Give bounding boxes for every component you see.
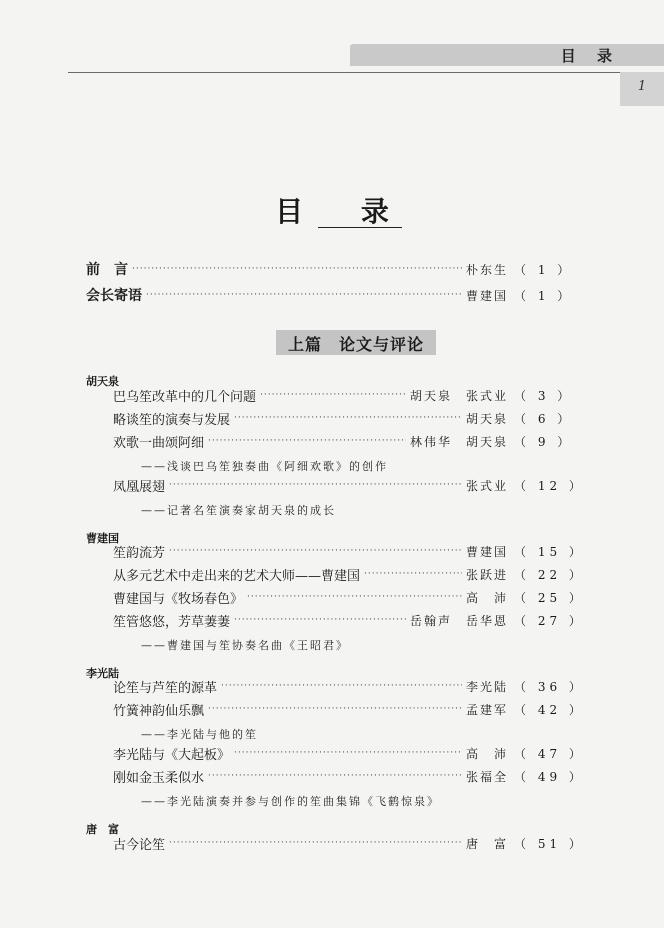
toc-entry[interactable]: [113, 407, 610, 429]
leader-dots: [169, 836, 462, 850]
header-tab: [350, 44, 664, 66]
header-label: 目 录: [560, 47, 620, 65]
entry-page: （ 51 ）: [514, 836, 585, 851]
entry-page: （ 47 ）: [514, 746, 585, 761]
entry-title: 论笙与芦笙的源革: [113, 680, 218, 696]
entry-page: （ 6 ）: [514, 411, 574, 426]
entry-page: （ 9 ）: [514, 434, 574, 449]
author-group-heading: 胡天泉: [86, 375, 119, 388]
entry-page: （ 3 ）: [514, 388, 574, 403]
entry-page: （ 49 ）: [514, 769, 585, 784]
entry-title: 笙韵流芳: [113, 545, 166, 561]
entry-title: 竹簧神韵仙乐飘: [113, 703, 205, 719]
toc-entry-president-message[interactable]: [86, 284, 610, 306]
leader-dots: [364, 567, 462, 581]
author-group-heading: 唐 富: [86, 823, 119, 836]
leader-dots: [260, 388, 406, 402]
entry-title: 刚如金玉柔似水: [113, 770, 205, 786]
leader-dots: [247, 590, 462, 604]
entry-page: （ 42 ）: [514, 702, 585, 717]
toc-entry[interactable]: [113, 742, 610, 764]
entry-title: 略谈笙的演奏与发展: [113, 412, 231, 428]
entry-page: （ 1 ）: [514, 288, 574, 303]
toc-entry[interactable]: [113, 540, 610, 562]
toc-entry[interactable]: [113, 765, 610, 787]
entry-title: 曹建国与《牧场春色》: [113, 591, 244, 607]
toc-entry[interactable]: [113, 586, 610, 608]
entry-author: 曹建国: [465, 544, 508, 559]
toc-entry-preface[interactable]: [86, 258, 610, 280]
author-group-heading: 李光陆: [86, 667, 119, 680]
entry-title: 巴乌笙改革中的几个问题: [113, 389, 257, 405]
entry-author: 高 沛: [465, 746, 508, 761]
toc-entry[interactable]: [113, 675, 610, 697]
entry-title: 李光陆与《大起板》: [113, 747, 231, 763]
entry-title: 从多元艺术中走出来的艺术大师——曹建国: [113, 568, 361, 584]
entry-title: 会长寄语: [86, 288, 142, 304]
entry-author: 曹建国: [465, 288, 508, 303]
leader-dots: [208, 434, 406, 448]
entry-page: （ 27 ）: [514, 613, 585, 628]
entry-author: 岳翰声 岳华恩: [409, 613, 508, 628]
leader-dots: [208, 769, 462, 783]
entry-subtitle: ——记著名笙演奏家胡天泉的成长: [141, 504, 336, 517]
entry-author: 张跃进: [465, 567, 508, 582]
leader-dots: [169, 478, 462, 492]
title-underline: [318, 227, 402, 228]
entry-title: 欢歌一曲颂阿细: [113, 435, 205, 451]
entry-subtitle: ——曹建国与笙协奏名曲《王昭君》: [141, 639, 349, 652]
entry-author: 唐 富: [465, 836, 508, 851]
entry-page: （ 15 ）: [514, 544, 585, 559]
entry-subtitle: ——李光陆演奏并参与创作的笙曲集锦《飞鹤惊泉》: [141, 795, 440, 808]
entry-title: 古今论笙: [113, 837, 166, 853]
toc-entry[interactable]: [113, 698, 610, 720]
page-number: 1: [620, 72, 664, 106]
entry-author: 朴东生: [465, 262, 508, 277]
toc-entry[interactable]: [113, 609, 610, 631]
leader-dots: [208, 702, 462, 716]
entry-subtitle: ——浅谈巴乌笙独奏曲《阿细欢歌》的创作: [141, 460, 388, 473]
leader-dots: [146, 288, 462, 302]
entry-page: （ 25 ）: [514, 590, 585, 605]
header-rule: [68, 72, 664, 73]
author-group-heading: 曹建国: [86, 532, 119, 545]
toc-entry[interactable]: [113, 474, 610, 496]
toc-entry[interactable]: [113, 430, 610, 452]
entry-title: 前 言: [86, 262, 128, 278]
entry-author: 高 沛: [465, 590, 508, 605]
section-band: [276, 330, 436, 355]
entry-author: 李光陆: [465, 679, 508, 694]
leader-dots: [221, 679, 462, 693]
section-title: 上篇 论文与评论: [287, 335, 424, 354]
entry-author: 孟建军: [465, 702, 508, 717]
entry-page: （ 12 ）: [514, 478, 585, 493]
leader-dots: [234, 746, 462, 760]
entry-page: （ 1 ）: [514, 262, 574, 277]
entry-author: 张福全: [465, 769, 508, 784]
entry-title: 笙管悠悠，芳草萋萋: [113, 614, 231, 630]
entry-page: （ 36 ）: [514, 679, 585, 694]
toc-entry[interactable]: [113, 832, 610, 854]
leader-dots: [234, 411, 462, 425]
entry-subtitle: ——李光陆与他的笙: [141, 728, 258, 741]
entry-page: （ 22 ）: [514, 567, 585, 582]
page-title: 目 录: [275, 195, 413, 228]
toc-entry[interactable]: [113, 384, 610, 406]
entry-title: 凤凰展翅: [113, 479, 166, 495]
toc-entry[interactable]: [113, 563, 610, 585]
entry-author: 胡天泉 张式业: [409, 388, 508, 403]
entry-author: 张式业: [465, 478, 508, 493]
leader-dots: [169, 544, 462, 558]
leader-dots: [234, 613, 406, 627]
entry-author: 胡天泉: [465, 411, 508, 426]
leader-dots: [132, 262, 462, 276]
entry-author: 林伟华 胡天泉: [409, 434, 508, 449]
